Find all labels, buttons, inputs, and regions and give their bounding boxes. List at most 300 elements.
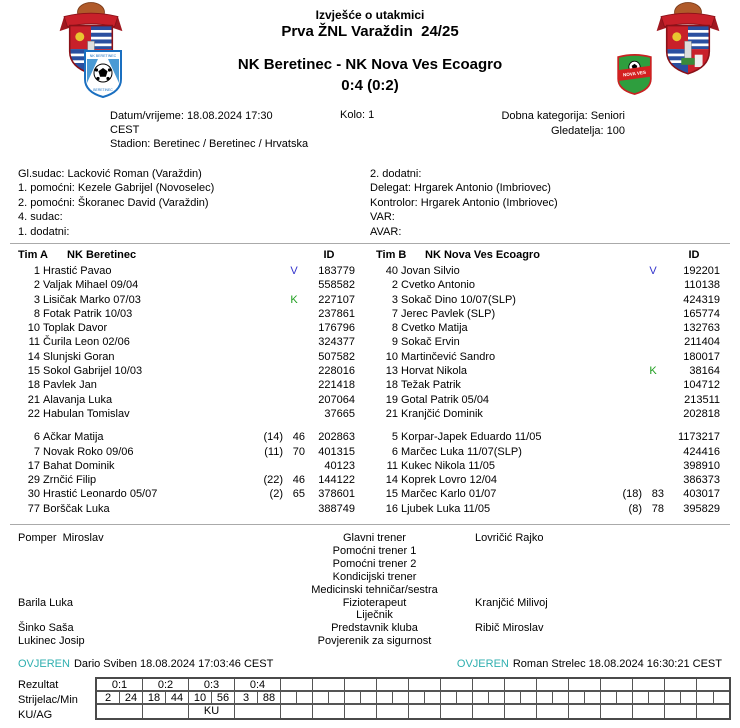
player-id: 40123 <box>324 459 355 472</box>
kuag-cell <box>409 705 440 718</box>
staff-row <box>0 532 740 545</box>
team-b-label: Tim B <box>376 249 407 261</box>
staff-row <box>0 622 740 635</box>
kuag-cell <box>97 705 142 718</box>
player-name: Marčec Karlo 01/07 <box>401 488 497 501</box>
substitution-minute <box>283 307 305 321</box>
scorer-minute-cells <box>537 692 568 705</box>
staff-row <box>0 558 740 571</box>
team-b-starters <box>368 264 720 421</box>
substitution-minute <box>283 350 305 364</box>
staff-name-home: Šinko Saša <box>18 622 74 635</box>
scorer-cell <box>473 692 489 703</box>
player-name: Gotal Patrik 05/04 <box>401 393 490 406</box>
staff-section <box>0 525 740 648</box>
scorer-cell <box>377 692 393 703</box>
scorer-minute-cells <box>697 692 729 705</box>
substituted-for <box>598 321 642 335</box>
roster-row <box>368 278 720 292</box>
scorer-cell <box>441 692 457 703</box>
scorer-cell: 18 <box>143 692 166 703</box>
player-name: Ljubek Luka 11/05 <box>401 502 491 515</box>
player-number: 11 <box>28 336 40 349</box>
minute-cell <box>714 692 730 703</box>
roster-row <box>368 307 720 321</box>
substituted-for <box>598 378 642 392</box>
roster-row <box>10 378 355 392</box>
player-id: 386373 <box>683 474 720 487</box>
team-a-label: Tim A <box>18 249 48 261</box>
result-section <box>0 676 740 728</box>
player-name: Fotak Patrik 10/03 <box>43 307 133 320</box>
player-number: 7 <box>391 307 398 320</box>
kuag-cell <box>313 705 344 718</box>
roster-row <box>10 407 355 421</box>
result-cell <box>537 679 568 692</box>
match-score: 0:4 (0:2) <box>341 77 399 94</box>
player-id: 424319 <box>683 293 720 306</box>
goalkeeper-mark: V <box>290 265 298 277</box>
player-name: Horvat Nikola <box>401 365 468 378</box>
roster-row <box>368 393 720 407</box>
result-column <box>235 679 281 718</box>
substituted-for <box>239 502 283 516</box>
player-number: 21 <box>385 407 398 420</box>
certification-right <box>457 658 722 670</box>
team-a-starters <box>10 264 355 421</box>
substituted-for <box>239 364 283 378</box>
staff-name-home: Lukinec Josip <box>18 635 85 648</box>
result-cell <box>345 679 376 692</box>
kuag-cell <box>473 705 504 718</box>
substitution-minute <box>642 278 664 292</box>
kuag-cell <box>697 705 729 718</box>
scorer-cell <box>281 692 297 703</box>
player-id: 165774 <box>683 307 720 320</box>
kuag-cell: KU <box>203 705 220 718</box>
substituted-for: (14) <box>263 431 283 444</box>
player-name: Lisičak Marko 07/03 <box>43 293 141 306</box>
substitution-minute: 46 <box>292 474 305 487</box>
staff-row <box>0 609 740 622</box>
staff-name-away <box>457 571 740 584</box>
player-id: 38164 <box>689 365 720 378</box>
substituted-for <box>239 307 283 321</box>
team-a-header <box>10 248 355 264</box>
player-id: 37665 <box>324 407 355 420</box>
result-column <box>569 679 601 718</box>
substitution-minute: 83 <box>651 488 664 501</box>
substituted-for: (18) <box>622 488 642 501</box>
player-name: Koprek Lovro 12/04 <box>401 474 498 487</box>
result-column <box>377 679 409 718</box>
player-id: 558582 <box>318 279 355 292</box>
staff-name-away <box>457 635 740 648</box>
minute-cell <box>329 692 344 703</box>
roster-row <box>368 321 720 335</box>
minute-cell: 44 <box>170 692 184 705</box>
result-column <box>601 679 633 718</box>
substituted-for <box>598 407 642 421</box>
player-number: 16 <box>385 502 398 515</box>
result-cell <box>665 679 696 692</box>
player-number: 7 <box>33 445 40 458</box>
player-name: Korpar-Japek Eduardo 11/05 <box>401 431 542 444</box>
kuag-cell <box>569 705 600 718</box>
player-id: 1173217 <box>677 431 720 444</box>
staff-name-home <box>0 545 292 558</box>
scorer-minute-cells <box>633 692 664 705</box>
substitution-minute <box>642 473 664 487</box>
staff-role: Liječnik <box>356 609 393 622</box>
certified-status: OVJEREN <box>18 658 70 671</box>
team-b-substitutes <box>368 430 720 516</box>
var-official: VAR: <box>370 211 395 224</box>
roster-row <box>368 350 720 364</box>
result-cell <box>569 679 600 692</box>
scorer-minute-cells <box>345 692 376 705</box>
player-id: 132763 <box>683 322 720 335</box>
result-cell <box>409 679 440 692</box>
result-column <box>409 679 441 718</box>
result-cell <box>377 679 408 692</box>
result-column <box>313 679 345 718</box>
match-info-right <box>425 109 625 139</box>
player-id: 228016 <box>318 365 355 378</box>
player-id: 211404 <box>684 336 720 349</box>
player-number: 1 <box>33 265 40 277</box>
player-name: Jovan Silvio <box>401 265 460 277</box>
scorer-minute-cells <box>409 692 440 705</box>
kuag-cell <box>505 705 536 718</box>
substituted-for <box>239 278 283 292</box>
roster-row <box>368 364 720 378</box>
substituted-for <box>239 459 283 473</box>
scorer-minute-cells <box>377 692 408 705</box>
team-b-header <box>368 248 720 264</box>
result-table <box>95 677 731 720</box>
minute-cell <box>585 692 600 703</box>
substitution-minute <box>642 459 664 473</box>
staff-name-home: Barila Luka <box>18 596 74 609</box>
substitution-minute <box>283 278 305 292</box>
player-number: 29 <box>27 474 40 487</box>
kuag-cell <box>601 705 632 718</box>
result-cell: 0:1 <box>97 679 142 692</box>
substituted-for <box>239 350 283 364</box>
scorer-minute-cells <box>97 692 142 705</box>
kuag-cell <box>235 705 280 718</box>
player-number: 30 <box>27 488 40 501</box>
player-id: 424416 <box>683 445 720 458</box>
player-name: Čurila Leon 02/06 <box>43 336 130 349</box>
minute-cell <box>681 692 696 703</box>
substitution-minute <box>642 335 664 349</box>
scorer-cell <box>697 692 714 703</box>
player-name: Martinčević Sandro <box>401 350 496 363</box>
staff-role: Medicinski tehničar/sestra <box>311 583 438 596</box>
scorer-cell <box>601 692 617 703</box>
roster-row <box>368 335 720 349</box>
player-id: 221418 <box>318 379 355 392</box>
substituted-for <box>598 278 642 292</box>
result-cell <box>633 679 664 692</box>
scorer-cell: 10 <box>189 692 212 703</box>
roster-row <box>10 293 355 307</box>
player-name: Slunjski Goran <box>43 350 115 363</box>
certification-row <box>0 648 740 676</box>
player-number: 77 <box>27 502 40 515</box>
player-name: Cvetko Antonio <box>401 279 475 292</box>
substituted-for <box>598 459 642 473</box>
player-name: Hrastić Leonardo 05/07 <box>43 488 158 501</box>
team-b-club: NK Nova Ves Ecoagro <box>425 249 540 261</box>
result-cell <box>281 679 312 692</box>
scorer-cell <box>345 692 361 703</box>
player-number: 10 <box>27 322 40 335</box>
roster-row <box>368 264 720 278</box>
substituted-for: (2) <box>269 488 283 501</box>
player-name: Sokol Gabrijel 10/03 <box>43 365 143 378</box>
result-cell <box>697 679 729 692</box>
scorer-minute-cells <box>235 692 280 705</box>
kuag-row-label: KU/AG <box>18 709 53 722</box>
substituted-for <box>598 335 642 349</box>
result-cell <box>601 679 632 692</box>
roster-row <box>10 459 355 473</box>
substitution-minute <box>283 393 305 407</box>
roster-row <box>10 487 355 501</box>
player-number: 10 <box>385 350 398 363</box>
substitution-minute: 78 <box>651 502 664 515</box>
player-name: Sokač Ervin <box>401 336 460 349</box>
staff-row <box>0 635 740 648</box>
substituted-for: (11) <box>264 445 283 458</box>
player-number: 15 <box>27 365 40 378</box>
roster-row <box>10 430 355 444</box>
result-column <box>97 679 143 718</box>
match-info <box>0 103 740 165</box>
team-a-roster <box>10 248 355 516</box>
player-id: 401315 <box>318 445 355 458</box>
roster-row <box>10 350 355 364</box>
minute-cell: 24 <box>124 692 138 705</box>
certified-by: Dario Sviben 18.08.2024 17:03:46 CEST <box>73 658 274 671</box>
player-number: 3 <box>33 293 40 306</box>
match-round: Kolo: 1 <box>340 109 375 121</box>
staff-role: Fizioterapeut <box>342 596 407 609</box>
minute-cell <box>393 692 408 703</box>
staff-name-away <box>457 609 740 622</box>
staff-name-away: Ribič Miroslav <box>475 622 544 635</box>
minute-cell <box>521 692 536 703</box>
kuag-cell <box>441 705 472 718</box>
player-number: 17 <box>27 459 40 472</box>
scorer-minute-cells <box>143 692 188 705</box>
scorer-cell: 3 <box>235 692 258 703</box>
roster-row <box>368 487 720 501</box>
player-number: 18 <box>385 379 398 392</box>
player-name: Pavlek Jan <box>43 379 97 392</box>
substitution-minute <box>642 407 664 421</box>
player-id: 213511 <box>684 393 720 406</box>
player-number: 6 <box>33 431 40 444</box>
scorer-minute-cells <box>189 692 234 705</box>
substitution-minute <box>642 430 664 444</box>
substituted-for <box>598 364 642 378</box>
controller: Kontrolor: Hrgarek Antonio (Imbriovec) <box>370 196 558 209</box>
minute-cell <box>361 692 376 703</box>
team-a-id-header: ID <box>323 249 335 261</box>
staff-name-away <box>457 584 740 597</box>
player-id: 237861 <box>318 307 355 320</box>
result-column <box>143 679 189 718</box>
substitution-minute <box>642 293 664 307</box>
player-id: 202818 <box>683 407 720 420</box>
player-id: 378601 <box>318 488 355 501</box>
substitution-minute <box>642 393 664 407</box>
result-cell: 0:2 <box>143 679 188 692</box>
player-number: 15 <box>385 488 398 501</box>
scorer-cell <box>313 692 329 703</box>
result-cell: 0:3 <box>189 679 234 692</box>
staff-row <box>0 584 740 597</box>
captain-mark: K <box>649 365 657 378</box>
player-number: 21 <box>27 393 40 406</box>
officials-left <box>18 167 214 239</box>
team-a-club: NK Beretinec <box>67 249 137 261</box>
substituted-for <box>239 264 283 278</box>
player-name: Zrnčić Filip <box>43 474 97 487</box>
minute-cell <box>297 692 312 703</box>
certified-by: Roman Strelec 18.08.2024 16:30:21 CEST <box>512 658 722 671</box>
substituted-for <box>598 293 642 307</box>
player-id: 324377 <box>318 336 355 349</box>
player-name: Bahat Dominik <box>43 459 115 472</box>
player-number: 22 <box>27 407 40 420</box>
player-number: 2 <box>33 279 40 292</box>
svg-text:NK BERETINEC: NK BERETINEC <box>89 54 117 58</box>
substituted-for <box>598 264 642 278</box>
roster-row <box>368 473 720 487</box>
substituted-for: (22) <box>263 474 283 487</box>
substitution-minute <box>283 364 305 378</box>
officials-section <box>0 165 740 241</box>
staff-name-home <box>0 558 292 571</box>
player-id: 395829 <box>683 502 720 515</box>
player-id: 144122 <box>318 474 355 487</box>
scorer-minute-cells <box>601 692 632 705</box>
scorer-row-label: Strijelac/Min <box>18 694 78 707</box>
substituted-for <box>598 350 642 364</box>
substitution-minute <box>283 407 305 421</box>
scorer-minute-cells <box>505 692 536 705</box>
age-category: Dobna kategorija: Seniori <box>501 110 625 122</box>
player-name: Kranjčić Dominik <box>401 407 483 420</box>
substituted-for <box>239 407 283 421</box>
substituted-for <box>239 393 283 407</box>
roster-row <box>368 407 720 421</box>
roster-row <box>10 473 355 487</box>
roster-row <box>10 264 355 278</box>
scorer-cell <box>569 692 585 703</box>
goalkeeper-mark: V <box>649 265 657 277</box>
staff-name-away <box>457 558 740 571</box>
kuag-cell <box>281 705 312 718</box>
substitution-minute: 46 <box>292 431 305 444</box>
substitution-minute <box>642 350 664 364</box>
player-id: 192201 <box>683 265 720 277</box>
result-column <box>505 679 537 718</box>
result-column <box>633 679 665 718</box>
minute-cell <box>553 692 568 703</box>
staff-role: Predstavnik kluba <box>331 622 418 635</box>
substitution-minute <box>283 321 305 335</box>
report-title: Izvješće o utakmici <box>315 8 425 22</box>
kuag-cell <box>665 705 696 718</box>
scorer-minute-cells <box>569 692 600 705</box>
roster-row <box>368 502 720 516</box>
player-number: 18 <box>27 379 40 392</box>
result-column <box>441 679 473 718</box>
staff-role: Kondicijski trener <box>332 570 417 583</box>
svg-text:BERETINEC: BERETINEC <box>93 88 113 92</box>
substituted-for: (8) <box>628 502 642 515</box>
minute-cell <box>489 692 504 703</box>
result-column <box>473 679 505 718</box>
roster-row <box>368 293 720 307</box>
player-name: Jerec Pavlek (SLP) <box>401 307 496 320</box>
substituted-for <box>598 445 642 459</box>
result-column <box>281 679 313 718</box>
player-name: Težak Patrik <box>401 379 461 392</box>
attendance: Gledatelja: 100 <box>551 125 625 137</box>
referee: Gl.sudac: Lacković Roman (Varaždin) <box>18 168 202 180</box>
substituted-for <box>598 393 642 407</box>
additional-2: 2. dodatni: <box>370 168 422 180</box>
minute-cell <box>457 692 472 703</box>
rosters-section <box>0 244 740 522</box>
player-number: 5 <box>391 431 398 444</box>
staff-role: Pomoćni trener 2 <box>332 557 417 570</box>
scorer-cell <box>665 692 681 703</box>
scorer-cell: 2 <box>97 692 120 703</box>
player-number: 9 <box>391 336 398 349</box>
player-name: Marčec Luka 11/07(SLP) <box>401 445 522 458</box>
staff-role: Povjerenik za sigurnost <box>317 635 432 648</box>
result-column <box>537 679 569 718</box>
player-id: 207064 <box>318 393 355 406</box>
substitution-minute <box>642 445 664 459</box>
result-cell <box>473 679 504 692</box>
substitution-minute <box>642 321 664 335</box>
roster-row <box>10 502 355 516</box>
result-cell <box>505 679 536 692</box>
roster-row <box>10 445 355 459</box>
player-name: Cvetko Matija <box>401 322 468 335</box>
certification-left <box>18 658 273 670</box>
substitution-minute <box>642 378 664 392</box>
scorer-cell <box>537 692 553 703</box>
staff-name-home <box>0 584 292 597</box>
kuag-cell <box>143 705 188 718</box>
substituted-for <box>239 335 283 349</box>
player-number: 8 <box>33 307 40 320</box>
substituted-for <box>239 321 283 335</box>
player-id: 104712 <box>683 379 720 392</box>
team-b-id-header: ID <box>688 249 700 261</box>
staff-role: Pomoćni trener 1 <box>332 544 417 557</box>
